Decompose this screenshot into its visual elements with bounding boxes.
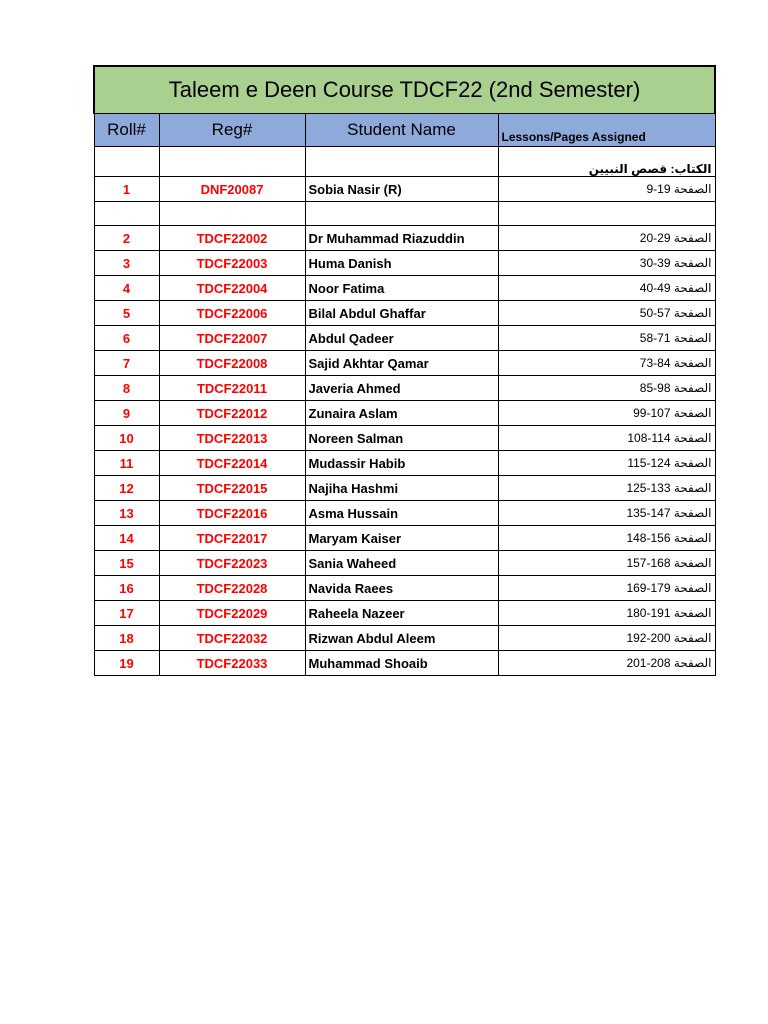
name-cell: Rizwan Abdul Aleem	[305, 626, 498, 651]
name-cell: Sania Waheed	[305, 551, 498, 576]
page-word: الصفحة	[673, 531, 712, 545]
page-word: الصفحة	[673, 331, 712, 345]
header-reg: Reg#	[159, 114, 305, 147]
roll-cell: 10	[94, 426, 159, 451]
pages-cell	[498, 501, 715, 526]
pages-cell	[498, 426, 715, 451]
reg-cell: TDCF22011	[159, 376, 305, 401]
reg-cell: TDCF22017	[159, 526, 305, 551]
page-range: 179-169	[626, 581, 671, 595]
table-row	[94, 426, 715, 451]
roll-cell: 16	[94, 576, 159, 601]
table-row	[94, 526, 715, 551]
reg-cell: TDCF22028	[159, 576, 305, 601]
table-row	[94, 451, 715, 476]
page-range: 29-20	[639, 231, 671, 245]
pages-cell	[498, 326, 715, 351]
roll-cell: 8	[94, 376, 159, 401]
table-row	[94, 551, 715, 576]
reg-cell: TDCF22032	[159, 626, 305, 651]
page-word: الصفحة	[673, 356, 712, 370]
reg-cell: TDCF22014	[159, 451, 305, 476]
page-range: 39-30	[639, 256, 671, 270]
page-range: 98-85	[639, 381, 671, 395]
page-range: 133-125	[626, 481, 671, 495]
page-word: الصفحة	[673, 256, 712, 270]
table-row	[94, 476, 715, 501]
reg-cell: TDCF22003	[159, 251, 305, 276]
page-range: 168-157	[626, 556, 671, 570]
name-cell: Asma Hussain	[305, 501, 498, 526]
table-row	[94, 601, 715, 626]
roll-cell: 17	[94, 601, 159, 626]
name-cell: Huma Danish	[305, 251, 498, 276]
reg-cell: TDCF22008	[159, 351, 305, 376]
page-word: الصفحة	[673, 182, 712, 196]
empty-cell	[159, 202, 305, 226]
name-cell: Zunaira Aslam	[305, 401, 498, 426]
table-row	[94, 576, 715, 601]
table-row	[94, 276, 715, 301]
empty-cell	[159, 147, 305, 177]
empty-cell	[498, 202, 715, 226]
pages-cell	[498, 576, 715, 601]
page-word: الصفحة	[673, 631, 712, 645]
pages-cell	[498, 626, 715, 651]
table-row	[94, 351, 715, 376]
student-assignment-table	[93, 65, 716, 676]
reg-cell: TDCF22012	[159, 401, 305, 426]
name-cell: Sajid Akhtar Qamar	[305, 351, 498, 376]
table-row	[94, 651, 715, 676]
pages-cell	[498, 651, 715, 676]
page-word: الصفحة	[673, 581, 712, 595]
name-cell: Bilal Abdul Ghaffar	[305, 301, 498, 326]
roll-cell: 12	[94, 476, 159, 501]
table-row	[94, 376, 715, 401]
reg-cell: TDCF22016	[159, 501, 305, 526]
page-word: الصفحة	[673, 281, 712, 295]
table-row	[94, 177, 715, 202]
title-row	[94, 66, 715, 114]
table-row	[94, 501, 715, 526]
page-range: 71-58	[639, 331, 671, 345]
page-word: الصفحة	[673, 606, 712, 620]
name-cell: Noreen Salman	[305, 426, 498, 451]
name-cell: Navida Raees	[305, 576, 498, 601]
pages-cell	[498, 351, 715, 376]
table-row	[94, 226, 715, 251]
reg-cell: TDCF22015	[159, 476, 305, 501]
page-range: 49-40	[639, 281, 671, 295]
name-cell: Dr Muhammad Riazuddin	[305, 226, 498, 251]
reg-cell: TDCF22023	[159, 551, 305, 576]
roll-cell: 5	[94, 301, 159, 326]
pages-cell	[498, 551, 715, 576]
page-range: 19-9	[646, 182, 671, 196]
roll-cell: 13	[94, 501, 159, 526]
page-range: 200-192	[626, 631, 671, 645]
header-roll: Roll#	[94, 114, 159, 147]
page-range: 124-115	[627, 456, 671, 470]
reg-cell: TDCF22002	[159, 226, 305, 251]
pages-cell	[498, 226, 715, 251]
page-word: الصفحة	[673, 656, 712, 670]
roll-cell: 2	[94, 226, 159, 251]
roll-cell: 18	[94, 626, 159, 651]
page-word: الصفحة	[673, 306, 712, 320]
page-range: 147-135	[626, 506, 671, 520]
header-row	[94, 114, 715, 147]
pages-cell	[498, 476, 715, 501]
name-cell: Mudassir Habib	[305, 451, 498, 476]
empty-cell	[305, 202, 498, 226]
reg-cell: TDCF22006	[159, 301, 305, 326]
sheet-title: Taleem e Deen Course TDCF22 (2nd Semester)	[94, 66, 715, 114]
name-cell: Maryam Kaiser	[305, 526, 498, 551]
roll-cell: 9	[94, 401, 159, 426]
page-word: الصفحة	[673, 456, 712, 470]
page-word: الصفحة	[673, 556, 712, 570]
table-row	[94, 326, 715, 351]
roll-cell: 3	[94, 251, 159, 276]
table-row	[94, 401, 715, 426]
roll-cell: 1	[94, 177, 159, 202]
roll-cell: 11	[94, 451, 159, 476]
name-cell: Najiha Hashmi	[305, 476, 498, 501]
page-word: الصفحة	[673, 481, 712, 495]
pages-cell	[498, 276, 715, 301]
pages-cell	[498, 301, 715, 326]
pages-cell	[498, 177, 715, 202]
empty-cell	[94, 202, 159, 226]
header-student-name: Student Name	[305, 114, 498, 147]
page-range: 191-180	[626, 606, 671, 620]
spacer-row	[94, 202, 715, 226]
pages-cell	[498, 601, 715, 626]
name-cell: Raheela Nazeer	[305, 601, 498, 626]
reg-cell: TDCF22013	[159, 426, 305, 451]
page-range: 57-50	[639, 306, 671, 320]
page-range: 114-108	[627, 431, 671, 445]
reg-cell: TDCF22029	[159, 601, 305, 626]
reg-cell: TDCF22007	[159, 326, 305, 351]
book-label: الكتاب: قصص النبيين	[498, 147, 715, 177]
table-row	[94, 251, 715, 276]
reg-cell: TDCF22033	[159, 651, 305, 676]
page-word: الصفحة	[673, 406, 712, 420]
pages-cell	[498, 251, 715, 276]
roll-cell: 7	[94, 351, 159, 376]
name-cell: Abdul Qadeer	[305, 326, 498, 351]
empty-cell	[94, 147, 159, 177]
page-range: 208-201	[626, 656, 671, 670]
name-cell: Muhammad Shoaib	[305, 651, 498, 676]
name-cell: Noor Fatima	[305, 276, 498, 301]
name-cell: Javeria Ahmed	[305, 376, 498, 401]
page-range: 84-73	[639, 356, 671, 370]
table-row	[94, 301, 715, 326]
pages-cell	[498, 526, 715, 551]
roll-cell: 6	[94, 326, 159, 351]
page-range: 156-148	[626, 531, 671, 545]
header-lessons: Lessons/Pages Assigned	[498, 114, 715, 147]
page-word: الصفحة	[673, 381, 712, 395]
page-range: 107-99	[633, 406, 671, 420]
page-word: الصفحة	[673, 506, 712, 520]
name-cell: Sobia Nasir (R)	[305, 177, 498, 202]
page-word: الصفحة	[673, 431, 712, 445]
table-row	[94, 626, 715, 651]
book-row	[94, 147, 715, 177]
pages-cell	[498, 451, 715, 476]
pages-cell	[498, 401, 715, 426]
roll-cell: 14	[94, 526, 159, 551]
pages-cell	[498, 376, 715, 401]
roll-cell: 4	[94, 276, 159, 301]
empty-cell	[305, 147, 498, 177]
reg-cell: DNF20087	[159, 177, 305, 202]
roll-cell: 15	[94, 551, 159, 576]
roll-cell: 19	[94, 651, 159, 676]
page-word: الصفحة	[673, 231, 712, 245]
reg-cell: TDCF22004	[159, 276, 305, 301]
